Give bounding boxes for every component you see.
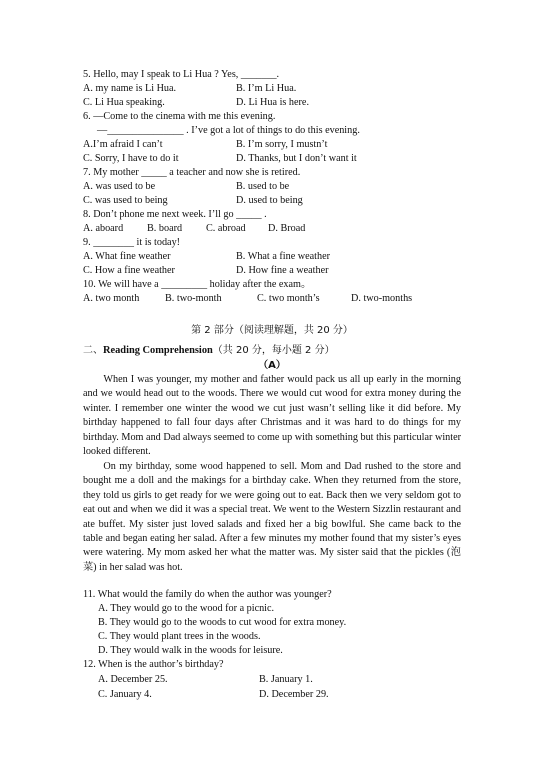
question-12-option-a: A. December 25. xyxy=(98,674,168,685)
question-8-option-b: B. board xyxy=(147,223,183,234)
question-8-option-d: D. Broad xyxy=(268,223,306,234)
question-6-stem: 6. —Come to the cinema with me this evening. xyxy=(83,111,276,122)
question-5-stem: 5. Hello, may I speak to Li Hua ? Yes, _______. xyxy=(83,69,280,80)
passage-paragraph-1: When I was younger, my mother and father would pack us all up early in the morning and we would head out to the woods. There we would cut wood for extra money during the winter. I remember one winter the wood we cut just wasn’t selling like it did before. My birthday happened to fall four days after Christmas and it was hard to do things for my birthday. Mom and Dad always seemed to come up with something but this particular winter looked different. xyxy=(83,374,461,458)
question-6-option-d: D. Thanks, but I don’t want it xyxy=(236,153,357,164)
question-10-option-d: D. two-months xyxy=(351,293,413,304)
passage-text xyxy=(83,373,461,575)
question-12-option-c: C. January 4. xyxy=(98,689,152,700)
question-12-option-d: D. December 29. xyxy=(259,689,329,700)
question-11-option-a: A. They would go to the wood for a picnic. xyxy=(98,603,275,614)
question-6-stem-response: —_______________ . I’ve got a lot of things to do this evening. xyxy=(97,125,360,136)
question-9-option-d: D. How fine a weather xyxy=(236,265,329,276)
question-10-option-b: B. two-month xyxy=(165,293,222,304)
question-11-option-d: D. They would walk in the woods for leisure. xyxy=(98,645,283,656)
question-10-option-c: C. two month’s xyxy=(257,293,320,304)
section-title: Reading Comprehension xyxy=(103,345,213,356)
question-10-option-a: A. two month xyxy=(83,293,140,304)
passage-label: （A） xyxy=(258,360,286,371)
question-5-option-d: D. Li Hua is here. xyxy=(236,97,309,108)
question-7-stem: 7. My mother _____ a teacher and now she is retired. xyxy=(83,167,301,178)
question-12-option-b: B. January 1. xyxy=(259,674,313,685)
question-12-stem: 12. When is the author’s birthday? xyxy=(83,659,224,670)
question-9-option-b: B. What a fine weather xyxy=(236,251,331,262)
question-10-stem: 10. We will have a _________ holiday after the exam。 xyxy=(83,279,312,290)
question-6-option-c: C. Sorry, I have to do it xyxy=(83,153,179,164)
part-2-heading: 第 2 部分（阅读理解题，共 20 分） xyxy=(191,325,353,336)
question-7-option-a: A. was used to be xyxy=(83,181,156,192)
question-6-option-b: B. I’m sorry, I mustn’t xyxy=(236,139,328,150)
question-11-stem: 11. What would the family do when the author was younger? xyxy=(83,589,332,600)
question-8-option-a: A. aboard xyxy=(83,223,124,234)
question-7-option-b: B. used to be xyxy=(236,181,290,192)
question-7-option-d: D. used to being xyxy=(236,195,303,206)
question-8-stem: 8. Don’t phone me next week. I’ll go _____ . xyxy=(83,209,267,220)
passage-paragraph-2: On my birthday, some wood happened to sell. Mom and Dad rushed to the store and bought me a doll and the makings for a birthday cake. When they returned from the store, they told us girls to get ready for we were going out to eat. Back then we very seldom got to eat out and when we did it was a special treat. We went to the Western Sizzlin restaurant and ate buffet. My sister just loved salads and fixed her a big bowlful. She came back to the table and began eating her salad. After a few minutes my mother found that my sister’s eyes were watering. My mom asked her what the matter was. My sister said that the pickles (泡菜) in her salad was hot. xyxy=(83,460,461,573)
question-9-option-a: A. What fine weather xyxy=(83,251,171,262)
question-5-option-c: C. Li Hua speaking. xyxy=(83,97,165,108)
question-9-option-c: C. How a fine weather xyxy=(83,265,175,276)
question-7-option-c: C. was used to being xyxy=(83,195,168,206)
question-11-option-b: B. They would go to the woods to cut wood for extra money. xyxy=(98,617,347,628)
section-prefix: 二、 xyxy=(83,345,103,356)
question-8-option-c: C. abroad xyxy=(206,223,246,234)
question-5-option-b: B. I’m Li Hua. xyxy=(236,83,297,94)
question-6-option-a: A.I’m afraid I can’t xyxy=(83,139,163,150)
question-5-option-a: A. my name is Li Hua. xyxy=(83,83,177,94)
question-11-option-c: C. They would plant trees in the woods. xyxy=(98,631,261,642)
section-heading xyxy=(83,344,335,357)
question-9-stem: 9. ________ it is today! xyxy=(83,237,181,248)
section-suffix: （共 20 分，每小题 2 分） xyxy=(212,345,335,356)
